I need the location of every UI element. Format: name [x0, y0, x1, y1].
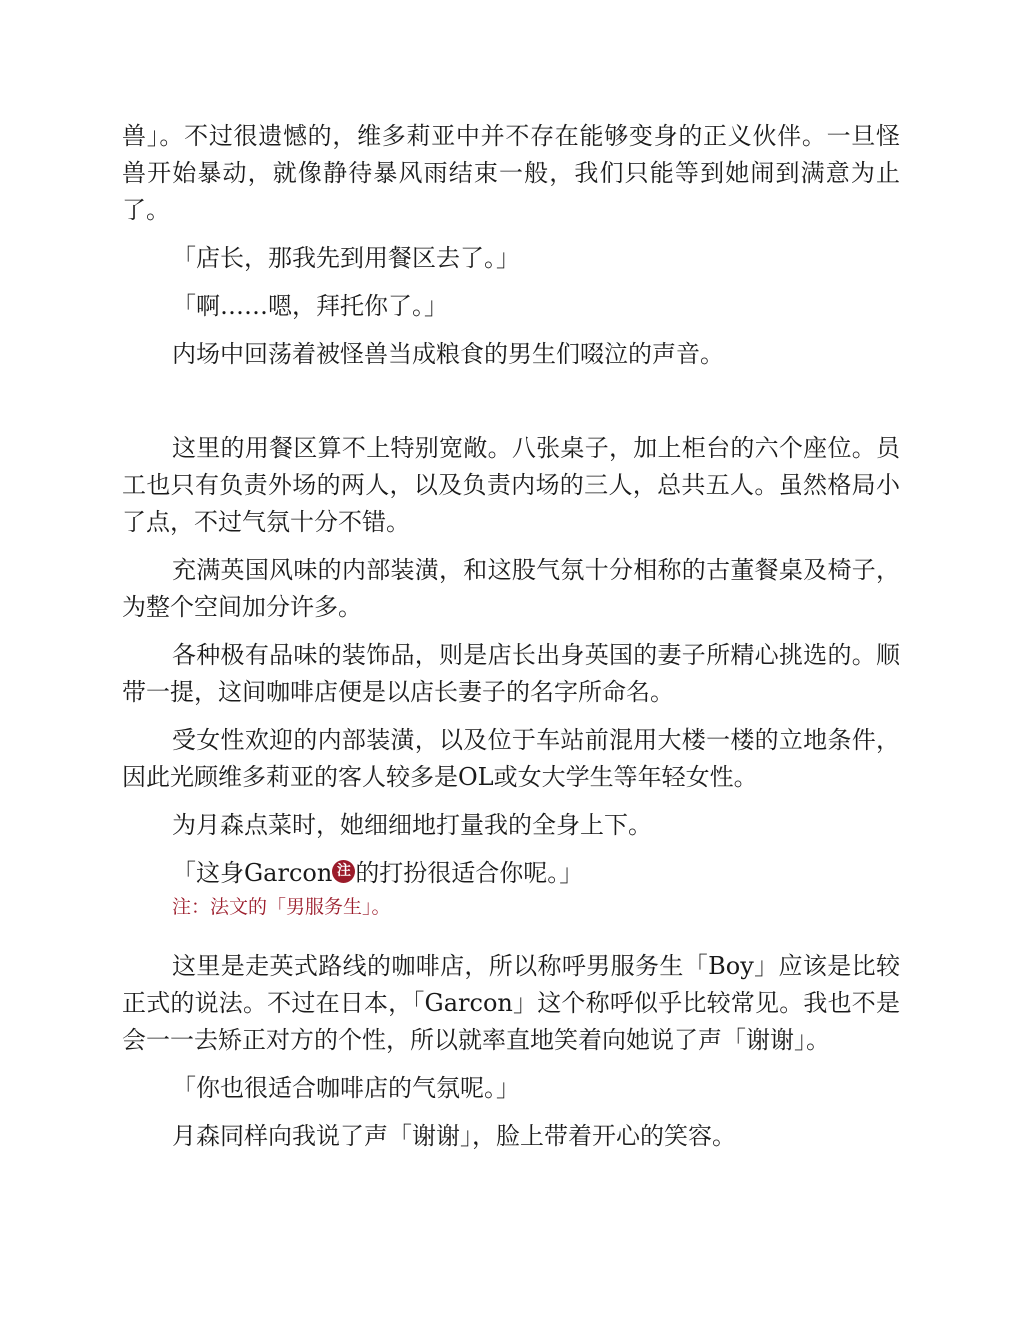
dialogue-line: 「啊……嗯，拜托你了。」 — [172, 292, 448, 320]
dialogue-line-with-note — [122, 855, 900, 892]
dialogue-line: 「店长，那我先到用餐区去了。」 — [172, 244, 520, 272]
footnote: 注：法文的「男服务生」。 — [172, 896, 391, 918]
paragraph: 兽」。不过很遗憾的，维多莉亚中并不存在能够变身的正义伙伴。一旦怪兽开始暴动，就像静待暴风雨结束一般，我们只能等到她闹到满意为止了。 — [122, 122, 900, 224]
paragraph: 这里的用餐区算不上特别宽敞。八张桌子，加上柜台的六个座位。员工也只有负责外场的两人，以及负责内场的三人，总共五人。虽然格局小了点，不过气氛十分不错。 — [122, 434, 900, 536]
dialogue-line: 「你也很适合咖啡店的气氛呢。」 — [172, 1074, 520, 1102]
dialogue-text-after-note: 的打扮很适合你呢。」 — [355, 859, 584, 887]
paragraph: 这里是走英式路线的咖啡店，所以称呼男服务生「Boy」应该是比较正式的说法。不过在日本，「Garcon」这个称呼似乎比较常见。我也不是会一一去矫正对方的个性，所以就率直地笑着向她说了声「谢谢」。 — [122, 952, 900, 1054]
paragraph: 受女性欢迎的内部装潢，以及位于车站前混用大楼一楼的立地条件，因此光顾维多莉亚的客人较多是OL或女大学生等年轻女性。 — [122, 726, 900, 791]
paragraph: 为月森点菜时，她细细地打量我的全身上下。 — [172, 811, 652, 839]
footnote-marker-icon[interactable]: 注 — [332, 860, 355, 883]
paragraph: 各种极有品味的装饰品，则是店长出身英国的妻子所精心挑选的。顺带一提，这间咖啡店便是以店长妻子的名字所命名。 — [122, 641, 900, 706]
paragraph: 充满英国风味的内部装潢，和这股气氛十分相称的古董餐桌及椅子，为整个空间加分许多。 — [122, 556, 900, 621]
paragraph: 内场中回荡着被怪兽当成粮食的男生们啜泣的声音。 — [172, 340, 724, 368]
page-body — [122, 118, 900, 1155]
paragraph: 月森同样向我说了声「谢谢」，脸上带着开心的笑容。 — [172, 1122, 736, 1150]
dialogue-text-before-note: 「这身Garcon — [172, 859, 333, 887]
